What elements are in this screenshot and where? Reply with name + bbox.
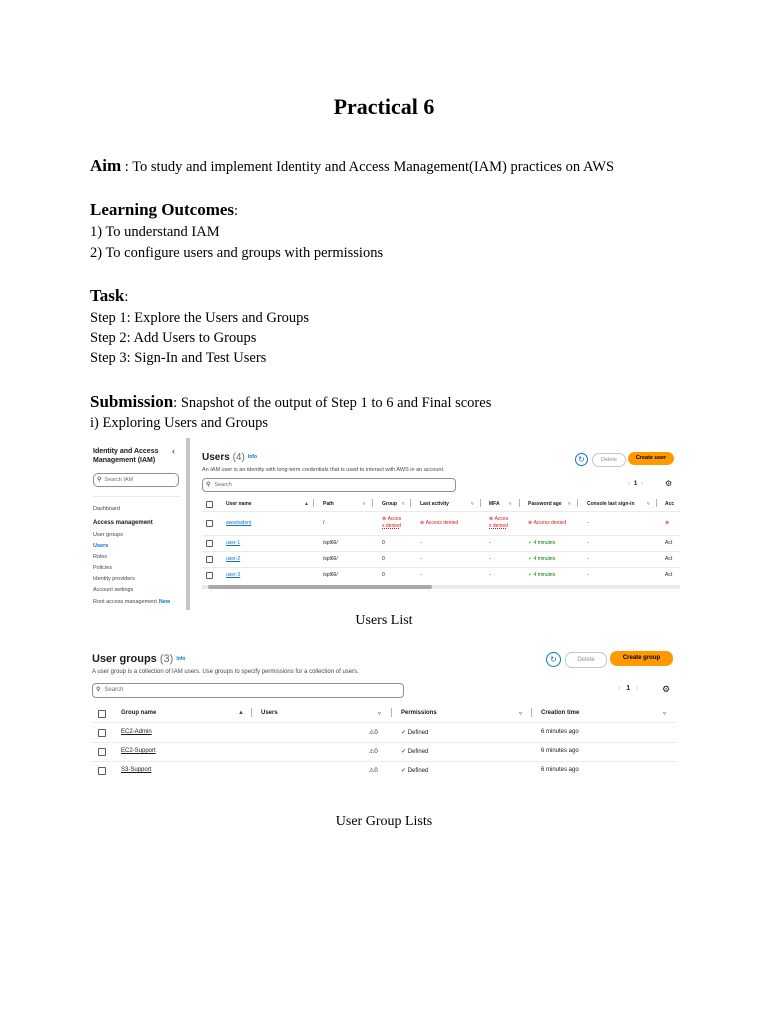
users-count-cell <box>369 729 378 736</box>
submission-text: : Snapshot of the output of Step 1 to 6 and Final scores <box>173 395 492 411</box>
access-status: Act <box>665 572 673 578</box>
aim-line <box>90 156 614 176</box>
group-status <box>382 516 401 530</box>
creation-time: 6 minutes ago <box>541 729 579 735</box>
status-text: Access denied <box>425 520 459 526</box>
warning-icon: ⚠ <box>369 768 375 774</box>
user-path: / <box>323 520 325 526</box>
status-text: Defined <box>407 730 429 736</box>
current-page[interactable]: 1 <box>633 480 638 487</box>
new-badge: New <box>158 599 171 605</box>
divider <box>202 551 680 552</box>
search-placeholder: Search <box>104 687 124 693</box>
creation-time: 6 minutes ago <box>541 767 579 773</box>
column-mfa[interactable]: MFA <box>489 501 500 507</box>
permissions-status <box>401 729 428 736</box>
sort-icon[interactable]: ▿ <box>519 711 523 717</box>
status-text: 4 minutes <box>533 540 556 546</box>
mfa-status <box>489 516 508 530</box>
outcomes-label: Learning Outcomes <box>90 200 235 219</box>
users-count-cell <box>369 748 378 755</box>
submission-label: Submission <box>90 392 174 411</box>
sidebar-item-users[interactable]: Users <box>93 543 109 549</box>
error-icon: ⊗ <box>420 520 425 526</box>
column-password-age[interactable]: Password age <box>528 501 562 507</box>
status-text: Access denied <box>533 520 567 526</box>
caption-groups: User Group Lists <box>335 814 433 829</box>
collapse-icon[interactable]: ‹ <box>172 446 175 456</box>
access-status: Act <box>665 540 673 546</box>
check-circle-icon: ✓ <box>401 768 407 774</box>
users-count-value: 0 <box>374 730 378 736</box>
next-page-icon[interactable]: › <box>635 685 639 692</box>
user-link[interactable]: user-1 <box>226 540 241 546</box>
sort-icon[interactable]: ▿ <box>378 711 382 717</box>
users-description: An IAM user is an identity with long-term credentials that is used to interact with AWS in an account. <box>202 467 445 473</box>
section-heading: i) Exploring Users and Groups <box>90 415 269 431</box>
column-separator[interactable] <box>372 499 373 507</box>
mfa: - <box>489 556 491 562</box>
sidebar-item-dashboard[interactable]: Dashboard <box>93 506 120 512</box>
console-sign-in: - <box>587 572 589 578</box>
row-checkbox[interactable] <box>206 556 213 563</box>
check-circle-icon: ✓ <box>528 556 533 562</box>
password-age <box>528 540 555 546</box>
sidebar-item-root-access[interactable] <box>93 599 170 605</box>
divider <box>93 496 181 497</box>
outcome-item: 2) To configure users and groups with permissions <box>90 245 384 261</box>
user-groups-screenshot <box>88 646 680 806</box>
info-link[interactable]: Info <box>247 454 257 460</box>
sidebar-search-placeholder: Search IAM <box>104 477 134 483</box>
console-sign-in: - <box>587 520 589 526</box>
search-icon: ⚲ <box>97 477 102 483</box>
step-item: Step 2: Add Users to Groups <box>90 330 257 346</box>
users-heading <box>202 452 257 463</box>
user-link[interactable]: awsstudent <box>226 520 252 526</box>
column-access[interactable]: Acc <box>665 501 675 507</box>
warning-icon: ⚠ <box>369 730 375 736</box>
info-link[interactable]: Info <box>176 656 186 662</box>
warning-icon: ⚠ <box>369 749 375 755</box>
outcome-item: 1) To understand IAM <box>90 224 220 240</box>
permissions-status <box>401 767 428 774</box>
user-link[interactable]: user-3 <box>226 572 241 578</box>
pagination[interactable] <box>628 480 643 487</box>
mfa: - <box>489 540 491 546</box>
column-separator[interactable] <box>313 499 314 507</box>
access-status: Act <box>665 556 673 562</box>
users-count: (4) <box>232 452 245 463</box>
column-separator[interactable] <box>480 499 481 507</box>
sidebar-item-user-groups[interactable]: User groups <box>93 532 123 538</box>
users-count-value: 0 <box>374 768 378 774</box>
divider <box>92 761 676 762</box>
column-group-name[interactable]: Group name <box>121 710 157 716</box>
delete-button[interactable]: Delete <box>565 652 607 668</box>
user-path: /spl66/ <box>323 556 338 562</box>
prev-page-icon[interactable]: ‹ <box>618 685 621 692</box>
user-link[interactable]: user-2 <box>226 556 241 562</box>
sidebar-section-access-management[interactable]: Access management <box>93 520 153 526</box>
column-console-last-sign-in[interactable]: Console last sign-in <box>587 501 635 507</box>
group-link[interactable]: EC2-Support <box>121 748 156 754</box>
sidebar-item-label: Root access management <box>93 599 157 605</box>
refresh-icon[interactable]: ↻ <box>575 453 588 466</box>
search-icon: ⚲ <box>206 482 211 488</box>
column-creation-time[interactable]: Creation time <box>541 710 580 716</box>
check-circle-icon: ✓ <box>528 540 533 546</box>
error-icon: ⊗ <box>528 520 533 526</box>
users-screenshot <box>88 438 680 610</box>
error-icon: ⊗ <box>382 516 387 522</box>
column-last-activity[interactable]: Last activity <box>420 501 449 507</box>
row-checkbox[interactable] <box>98 729 106 737</box>
step-item: Step 3: Sign-In and Test Users <box>90 350 267 366</box>
gear-icon[interactable]: ⚙ <box>665 479 673 488</box>
sort-icon[interactable]: ▿ <box>647 501 650 507</box>
create-user-button[interactable]: Create user <box>628 452 674 465</box>
group-link[interactable]: EC2-Admin <box>121 729 152 735</box>
last-activity: - <box>420 572 422 578</box>
column-path[interactable]: Path <box>323 501 334 507</box>
error-icon: ⊗ <box>489 516 494 522</box>
divider <box>202 511 680 512</box>
row-checkbox[interactable] <box>206 540 213 547</box>
sort-icon[interactable]: ▿ <box>663 711 667 717</box>
create-group-button[interactable]: Create group <box>610 651 673 666</box>
outcomes-heading <box>90 200 238 220</box>
sort-asc-icon[interactable]: ▲ <box>304 501 309 507</box>
last-activity: - <box>420 556 422 562</box>
divider <box>92 742 676 743</box>
users-count-value: 0 <box>374 749 378 755</box>
sidebar-item-roles[interactable]: Roles <box>93 554 108 560</box>
groups-count: (3) <box>159 653 174 665</box>
divider <box>202 535 680 536</box>
group-count: 0 <box>382 556 385 562</box>
password-age-status <box>528 520 566 526</box>
status-text: Defined <box>407 749 429 755</box>
group-link[interactable]: S3-Support <box>121 767 152 773</box>
users-count-cell <box>369 767 378 774</box>
column-separator[interactable] <box>391 708 392 717</box>
column-separator[interactable] <box>577 499 578 507</box>
console-sign-in: - <box>587 540 589 546</box>
submission-line <box>90 392 491 412</box>
groups-description: A user group is a collection of IAM users. Use groups to specify permissions for a collection of users. <box>92 669 359 675</box>
row-checkbox[interactable] <box>98 767 106 775</box>
row-checkbox[interactable] <box>98 748 106 756</box>
check-circle-icon: ✓ <box>401 730 407 736</box>
sidebar-item-identity-providers[interactable]: Identity providers <box>93 576 135 582</box>
sort-icon[interactable]: ▿ <box>363 501 366 507</box>
scrollbar-thumb[interactable] <box>208 585 432 589</box>
password-age <box>528 572 555 578</box>
column-permissions[interactable]: Permissions <box>401 710 437 716</box>
group-count: 0 <box>382 540 385 546</box>
step-item: Step 1: Explore the Users and Groups <box>90 310 310 326</box>
column-user-name[interactable]: User name <box>226 501 252 507</box>
error-icon: ⊗ <box>665 520 670 526</box>
task-label: Task <box>90 286 125 305</box>
aim-label: Aim <box>90 156 122 175</box>
groups-title: User groups <box>92 653 157 665</box>
groups-heading <box>92 653 185 665</box>
status-text: Acces <box>494 516 509 522</box>
select-all-checkbox[interactable] <box>98 710 106 718</box>
permissions-status <box>401 748 428 755</box>
creation-time: 6 minutes ago <box>541 748 579 754</box>
column-separator[interactable] <box>410 499 411 507</box>
search-placeholder: Search <box>214 482 232 488</box>
gear-icon[interactable]: ⚙ <box>662 684 671 694</box>
user-path: /spl66/ <box>323 540 338 546</box>
status-text: Defined <box>407 768 429 774</box>
divider <box>92 722 676 723</box>
check-circle-icon: ✓ <box>401 749 407 755</box>
users-title: Users <box>202 452 230 463</box>
column-group[interactable]: Group <box>382 501 397 507</box>
sort-icon[interactable]: ▿ <box>509 501 512 507</box>
pagination[interactable] <box>618 685 638 692</box>
status-text: 4 minutes <box>533 556 556 562</box>
column-separator[interactable] <box>531 708 532 717</box>
task-colon: : <box>124 289 129 305</box>
select-all-checkbox[interactable] <box>206 501 213 508</box>
refresh-icon[interactable]: ↻ <box>546 652 561 667</box>
sidebar-item-account-settings[interactable]: Account settings <box>93 587 134 593</box>
page-title: Practical 6 <box>333 94 435 119</box>
sidebar-item-policies[interactable]: Policies <box>93 565 112 571</box>
iam-sidebar <box>88 438 190 610</box>
delete-button[interactable]: Delete <box>592 453 626 467</box>
sort-icon[interactable]: ▿ <box>568 501 571 507</box>
aim-text: : To study and implement Identity and Access Management(IAM) practices on AWS <box>121 159 615 175</box>
last-activity: - <box>420 540 422 546</box>
mfa: - <box>489 572 491 578</box>
task-heading <box>90 286 128 306</box>
check-circle-icon: ✓ <box>528 572 533 578</box>
sort-asc-icon[interactable]: ▲ <box>238 710 244 716</box>
search-icon: ⚲ <box>96 687 101 693</box>
sort-icon[interactable]: ▿ <box>402 501 405 507</box>
current-page[interactable]: 1 <box>626 685 631 692</box>
column-separator[interactable] <box>656 499 657 507</box>
row-checkbox[interactable] <box>206 572 213 579</box>
last-activity-status <box>420 520 458 526</box>
sidebar-title: Identity and Access Management (IAM) <box>93 448 159 464</box>
groups-search-input[interactable] <box>92 683 404 698</box>
group-count: 0 <box>382 572 385 578</box>
column-separator[interactable] <box>251 708 252 717</box>
status-text: s denied <box>489 523 508 529</box>
status-text: 4 minutes <box>533 572 556 578</box>
group-status-text: Acces <box>387 516 402 522</box>
outcomes-colon: : <box>234 203 239 219</box>
caption-users: Users List <box>355 613 413 628</box>
user-path: /spl66/ <box>323 572 338 578</box>
divider <box>202 567 680 568</box>
sidebar-search-input[interactable] <box>93 473 179 487</box>
password-age <box>528 556 555 562</box>
prev-page-icon[interactable]: ‹ <box>628 480 631 487</box>
column-separator[interactable] <box>519 499 520 507</box>
row-checkbox[interactable] <box>206 520 213 527</box>
column-users[interactable]: Users <box>261 710 278 716</box>
console-sign-in: - <box>587 556 589 562</box>
next-page-icon[interactable]: › <box>641 480 644 487</box>
group-status-text: s denied <box>382 523 401 529</box>
users-search-input[interactable] <box>202 478 456 492</box>
sort-icon[interactable]: ▿ <box>471 501 474 507</box>
